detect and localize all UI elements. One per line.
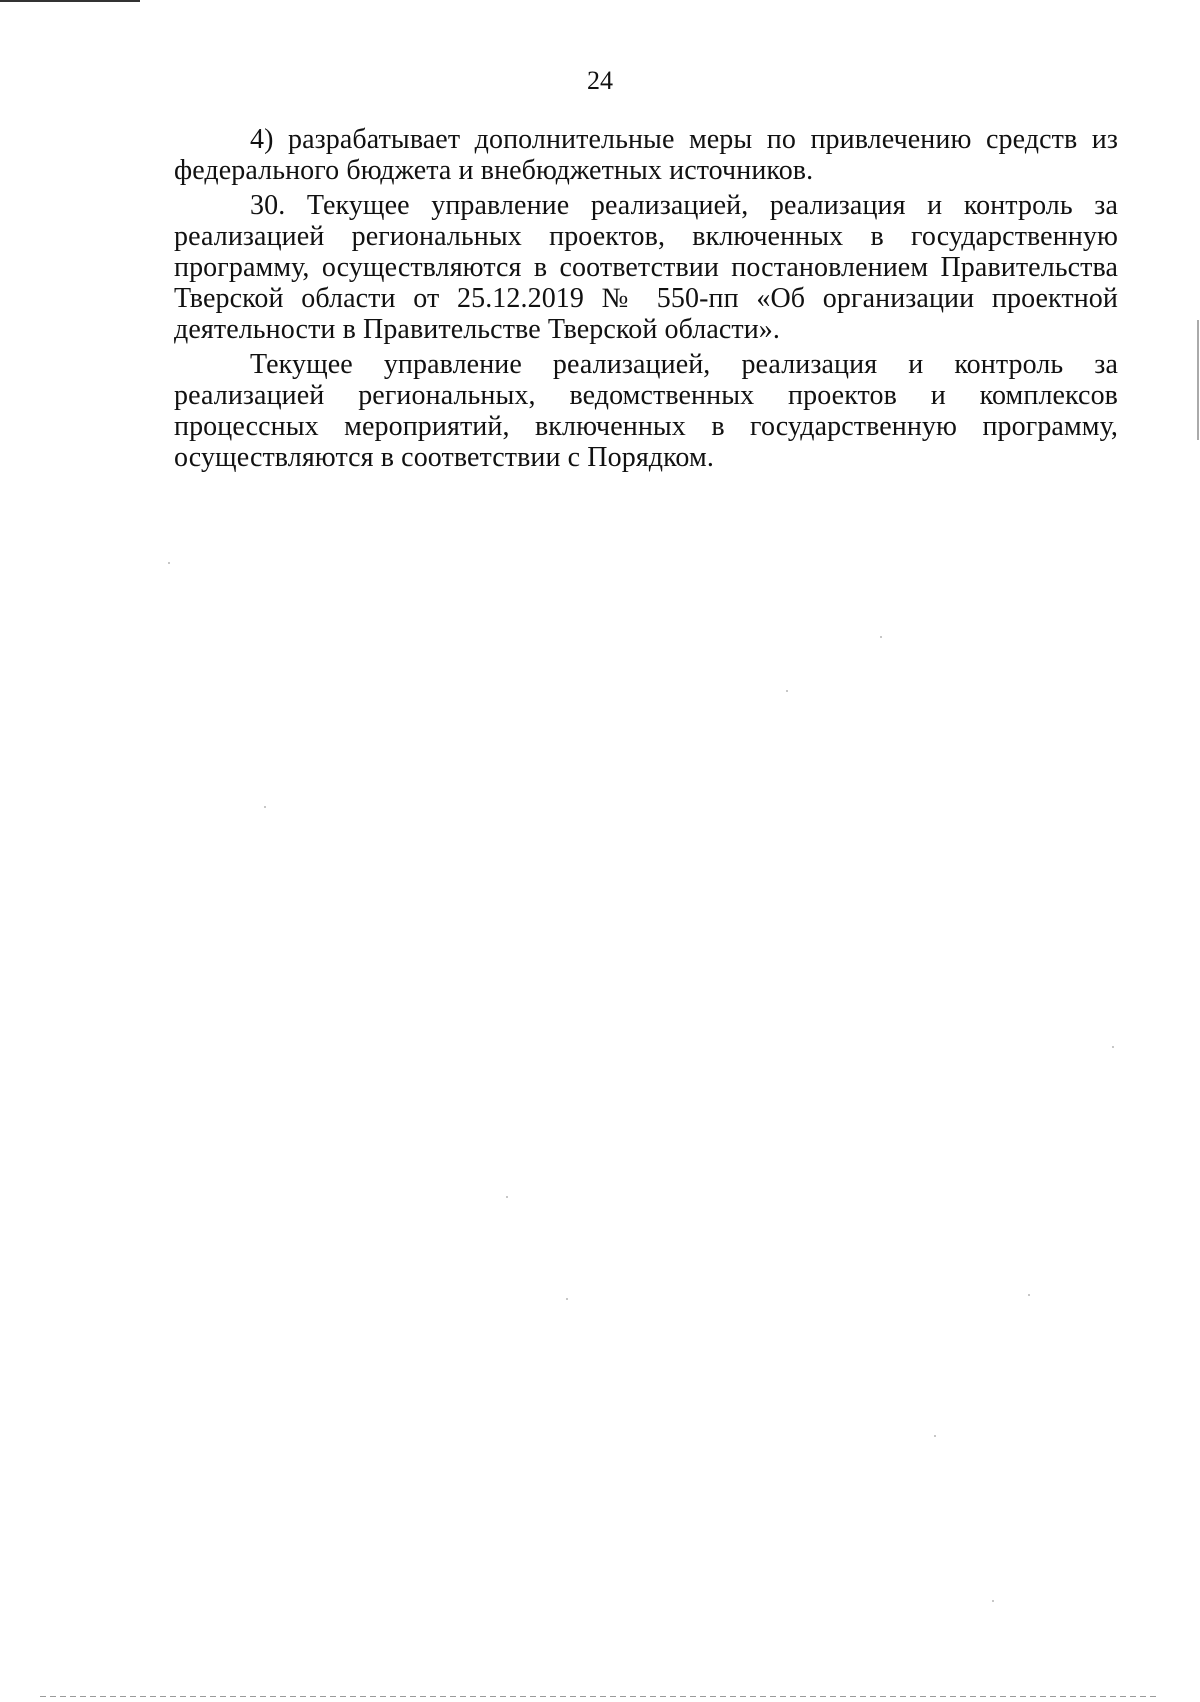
scan-speck (264, 806, 266, 808)
scan-speck (934, 1435, 936, 1437)
scan-speck (566, 1298, 568, 1300)
scan-edge-top (0, 0, 140, 2)
scan-speck (992, 1600, 994, 1602)
scan-edge-right (1197, 320, 1199, 440)
document-body (174, 124, 1118, 477)
paragraph-clause-30: 30. Текущее управление реализацией, реализация и контроль за реализацией региональных проектов, включенных в государственную программу, осуществляются в соответствии постановлением Правительства Тверской области от 25.12.2019 № 550-пп «Об организации проектной деятельности в Правительстве Тверской области». (174, 190, 1118, 345)
scan-speck (168, 562, 170, 564)
scan-speck (880, 636, 882, 638)
scan-edge-bottom (40, 1696, 1160, 1697)
scan-speck (506, 1196, 508, 1198)
scan-speck (786, 690, 788, 692)
paragraph-item-4: 4) разрабатывает дополнительные меры по привлечению средств из федерального бюджета и внебюджетных источников. (174, 124, 1118, 186)
paragraph-clause-30-continued: Текущее управление реализацией, реализация и контроль за реализацией региональных, ведомственных проектов и комплексов процессных мероприятий, включенных в государственную программу, осуществляются в соответствии с Порядком. (174, 349, 1118, 473)
scan-speck (1112, 1046, 1114, 1048)
scan-speck (1028, 1294, 1030, 1296)
page-number: 24 (587, 66, 613, 95)
